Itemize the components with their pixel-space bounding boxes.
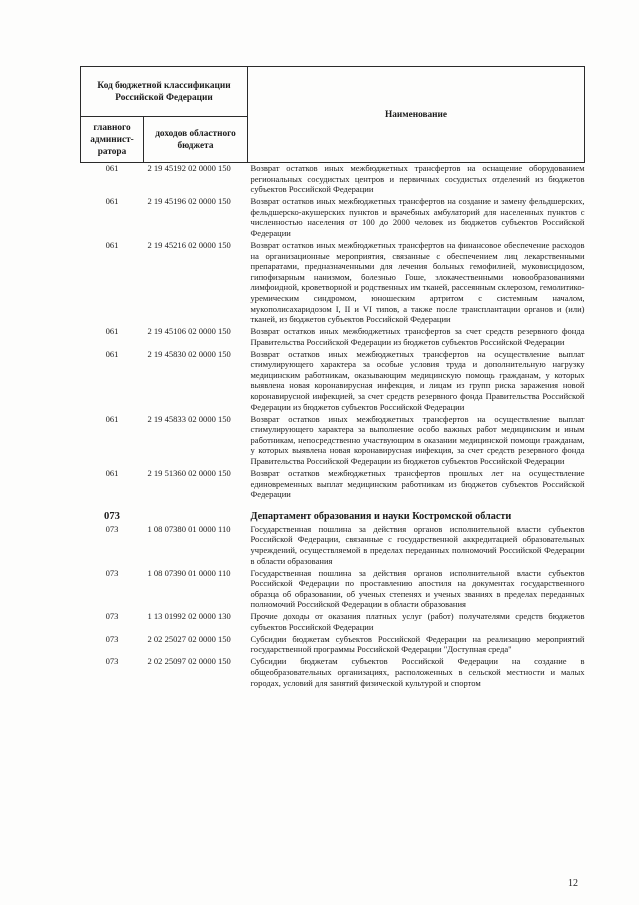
name-cell: Возврат остатков иных межбюджетных трансфертов на оснащение оборудованием региональных сосудистых центров и первичных сосудистых отделений из бюджетов субъектов Российской Федерации [250,163,585,195]
page-number: 12 [568,878,578,889]
name-cell: Возврат остатков межбюджетных трансфертов прошлых лет на осуществление единовременных выплат медицинским работникам из бюджетов субъектов Российской Федерации [250,467,585,500]
table-row [81,611,585,634]
header-admin: главного админист-ратора [81,117,144,163]
table-row [81,468,585,501]
table-row [81,524,585,568]
table-row [81,634,585,657]
income-code-cell: 1 08 07390 01 0000 110 [147,567,231,578]
income-code-cell: 2 19 45830 02 0000 150 [147,348,231,359]
name-cell: Государственная пошлина за действия органов исполнительной власти субъектов Российской Федерации по проставлению апостиля на документах государственного образца об образовании, об ученых степенях и ученых званиях в пределах переданных полномочий Российской Федерации в области образования [250,567,585,610]
admin-code-cell: 061 [105,163,119,173]
header-name: Наименование [248,67,585,163]
income-code-cell: 2 19 45216 02 0000 150 [147,239,231,250]
name-cell: Субсидии бюджетам субъектов Российской Федерации на реализацию мероприятий государственной программы Российской Федерации "Доступная среда" [250,633,585,655]
admin-code-cell: 061 [105,196,119,207]
admin-code-cell: 073 [105,567,119,578]
table-header [81,67,585,163]
table-row [81,196,585,240]
income-code-cell: 1 08 07380 01 0000 110 [147,523,231,534]
header-code-group: Код бюджетной классификации Российской Федерации [81,67,248,117]
name-cell: Прочие доходы от оказания платных услуг (работ) получателями средств бюджетов субъектов Российской Федерации [250,611,585,632]
income-code-cell: 2 19 45106 02 0000 150 [147,326,231,337]
income-code-cell: 2 02 25027 02 0000 150 [147,633,231,644]
income-code-cell: 2 19 45192 02 0000 150 [147,163,231,173]
admin-code-cell: 073 [104,511,120,523]
income-code-cell: 2 19 45196 02 0000 150 [147,196,231,207]
table-body [81,163,585,690]
name-cell: Государственная пошлина за действия органов исполнительной власти субъектов Российской Федерации, связанные с государственной аккредитацией образовательных учреждений, осуществляемой в пределах переданных полномочий Российской Федерации в области образования [250,523,585,566]
admin-code-cell: 061 [105,413,119,424]
income-code-cell: 1 13 01992 02 0000 130 [147,611,231,622]
header-income: доходов областного бюджета [144,117,248,163]
department-row [81,501,585,524]
table-row [81,240,585,326]
table-row [81,349,585,414]
table-row [81,414,585,468]
name-cell: Возврат остатков иных межбюджетных трансфертов на финансовое обеспечение расходов на организационные мероприятия, связанные с обеспечением лиц лекарственными препаратами, предназначенными для лечения больных гемофилией, муковисцидозом, гипофизарным нанизмом, болезнью Гоше, злокачественными новообразованиями лимфоидной, кроветворной и родственных им тканей, рассеянным склерозом, гемолитико-уремическим синдромом, юношеским артритом с системным началом, мукополисахаридозом I, II и VI типов, а также после трансплантации органов и (или) тканей, из бюджетов субъектов Российской Федерации [250,239,585,325]
name-cell: Возврат остатков иных межбюджетных трансфертов на осуществление выплат стимулирующего характера за выполнение особо важных работ медицинским и иным работникам, непосредственно участвующим в оказании медицинской помощи гражданам, у которых выявлена новая коронавирусная инфекция, за счет средств резервного фонда Правительства Российской Федерации из бюджетов субъектов Российской Федерации [250,413,585,466]
admin-code-cell: 073 [105,611,119,622]
budget-classification-table [80,66,585,690]
admin-code-cell: 061 [105,326,119,337]
income-code-cell: 2 19 51360 02 0000 150 [147,467,231,478]
admin-code-cell: 061 [105,467,119,478]
name-cell: Возврат остатков иных межбюджетных трансфертов за счет средств резервного фонда Правительства Российской Федерации из бюджетов субъектов Российской Федерации [250,326,585,347]
name-cell: Возврат остатков иных межбюджетных трансфертов на осуществление выплат стимулирующего характера за особые условия труда и дополнительную нагрузку медицинским работникам, оказывающим медицинскую помощь гражданам, у которых выявлена новая коронавирусная инфекция, и лицам из групп риска заражения новой коронавирусной инфекцией, за счет средств резервного фонда Правительства Российской Федерации из бюджетов субъектов Российской Федерации [250,348,585,412]
table-row [81,326,585,349]
income-code-cell: 2 02 25097 02 0000 150 [147,656,231,667]
admin-code-cell: 061 [105,348,119,359]
table-row [81,163,585,197]
income-code-cell: 2 19 45833 02 0000 150 [147,413,231,424]
income-code-cell [144,501,248,524]
admin-code-cell: 073 [105,633,119,644]
name-cell: Департамент образования и науки Костромской области [250,511,512,523]
table-row [81,656,585,689]
admin-code-cell: 073 [105,523,119,534]
table-row [81,568,585,612]
admin-code-cell: 073 [105,656,119,667]
name-cell: Возврат остатков иных межбюджетных трансфертов на создание и замену фельдшерских, фельдшерско-акушерских пунктов и врачебных амбулаторий для населенных пунктов с численностью населения от 100 до 2000 человек из бюджетов субъектов Российской Федерации [250,196,585,238]
name-cell: Субсидии бюджетам субъектов Российской Федерации на создание в общеобразовательных организациях, расположенных в сельской местности и малых городах, условий для занятий физической культурой и спортом [250,656,585,688]
admin-code-cell: 061 [105,239,119,250]
